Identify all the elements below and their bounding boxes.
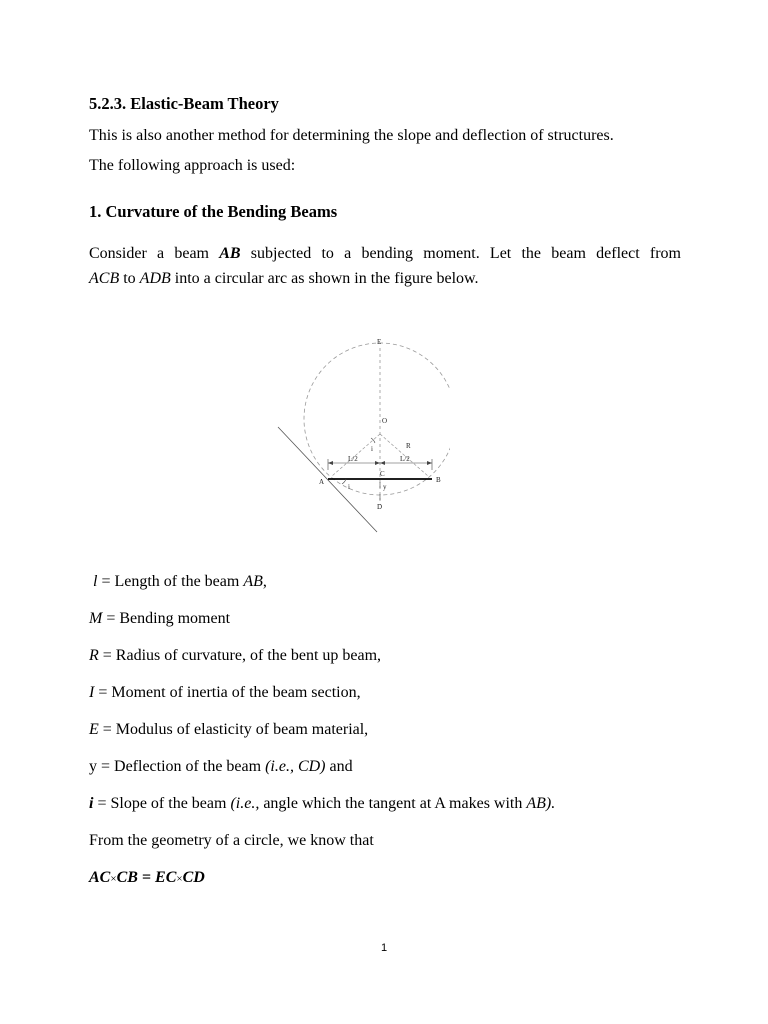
equation-part: AC bbox=[89, 869, 111, 886]
times-symbol: × bbox=[176, 873, 183, 885]
definition-length bbox=[89, 570, 681, 594]
definition-radius bbox=[89, 644, 681, 668]
definition-modulus bbox=[89, 718, 681, 742]
times-symbol: × bbox=[110, 873, 117, 885]
adb-label: ADB bbox=[139, 270, 171, 287]
page-number: 1 bbox=[380, 942, 388, 954]
definition-text: = Modulus of elasticity of beam material, bbox=[98, 721, 369, 738]
definition-symbol: l bbox=[93, 573, 98, 590]
definition-text: = Length of the beam bbox=[97, 573, 244, 590]
figure-label-d: D bbox=[377, 503, 383, 511]
intro-line-2: The following approach is used: bbox=[89, 157, 296, 174]
definition-symbol: y bbox=[89, 758, 97, 775]
paragraph-text: subjected to a bending moment. Let the beam deflect from bbox=[240, 245, 682, 262]
definition-symbol: I bbox=[89, 684, 95, 701]
definition-italic: AB). bbox=[526, 795, 556, 812]
definition-text: = Moment of inertia of the beam section, bbox=[94, 684, 361, 701]
subsection-heading: 1. Curvature of the Bending Beams bbox=[89, 202, 338, 221]
definition-text: = Bending moment bbox=[102, 610, 231, 627]
figure-label-c: C bbox=[380, 470, 385, 478]
paragraph-text: to bbox=[119, 270, 140, 287]
definition-symbol: i bbox=[89, 795, 94, 812]
figure-label-l2-right: L/2 bbox=[400, 455, 410, 463]
dim-arrow bbox=[380, 461, 385, 465]
definition-inertia bbox=[89, 681, 681, 705]
dim-arrow bbox=[328, 461, 333, 465]
beam-figure bbox=[270, 330, 450, 540]
geometry-equation bbox=[89, 866, 681, 891]
equation-part: CD bbox=[182, 869, 205, 886]
definition-tail: and bbox=[325, 758, 353, 775]
figure-label-o: O bbox=[382, 417, 388, 425]
paragraph-line-1 bbox=[89, 242, 681, 266]
figure-label-r: R bbox=[406, 442, 411, 450]
definition-italic: (i.e., bbox=[230, 795, 260, 812]
figure-label-a: A bbox=[319, 478, 325, 486]
equation-part: CB = EC bbox=[116, 869, 177, 886]
definition-symbol: R bbox=[89, 647, 99, 664]
definition-symbol: E bbox=[89, 721, 99, 738]
definition-deflection bbox=[89, 755, 681, 779]
definition-slope bbox=[89, 792, 681, 816]
figure-label-e: E bbox=[377, 338, 382, 346]
curvature-circle bbox=[304, 343, 450, 495]
acb-label: ACB bbox=[89, 270, 120, 287]
definition-symbol: M bbox=[89, 610, 103, 627]
definition-italic: (i.e., CD) bbox=[265, 758, 326, 775]
definition-italic: AB bbox=[243, 573, 263, 590]
definition-text: = Slope of the beam bbox=[93, 795, 231, 812]
dim-arrow bbox=[375, 461, 380, 465]
figure-label-i-bottom: i bbox=[348, 483, 350, 491]
section-heading: 5.2.3. Elastic-Beam Theory bbox=[89, 94, 279, 113]
dim-arrow bbox=[427, 461, 432, 465]
figure-label-y: y bbox=[383, 483, 387, 491]
definition-tail: , bbox=[262, 573, 267, 590]
definition-tail: angle which the tangent at A makes with bbox=[259, 795, 527, 812]
beam-diagram-svg bbox=[270, 330, 450, 540]
figure-label-i-top: i bbox=[371, 445, 373, 453]
paragraph-text: Consider a beam bbox=[89, 245, 220, 262]
figure-label-l2-left: L/2 bbox=[348, 455, 358, 463]
definition-text: = Deflection of the beam bbox=[97, 758, 266, 775]
paragraph-text: into a circular arc as shown in the figure below. bbox=[170, 270, 479, 287]
figure-label-b: B bbox=[436, 476, 441, 484]
definition-moment bbox=[89, 607, 681, 631]
beam-ab-label: AB bbox=[219, 245, 241, 262]
definition-text: = Radius of curvature, of the bent up beam, bbox=[98, 647, 382, 664]
geometry-intro: From the geometry of a circle, we know that bbox=[89, 832, 374, 849]
intro-line-1: This is also another method for determining the slope and deflection of structures. bbox=[89, 127, 614, 144]
paragraph-line-2 bbox=[89, 267, 681, 291]
